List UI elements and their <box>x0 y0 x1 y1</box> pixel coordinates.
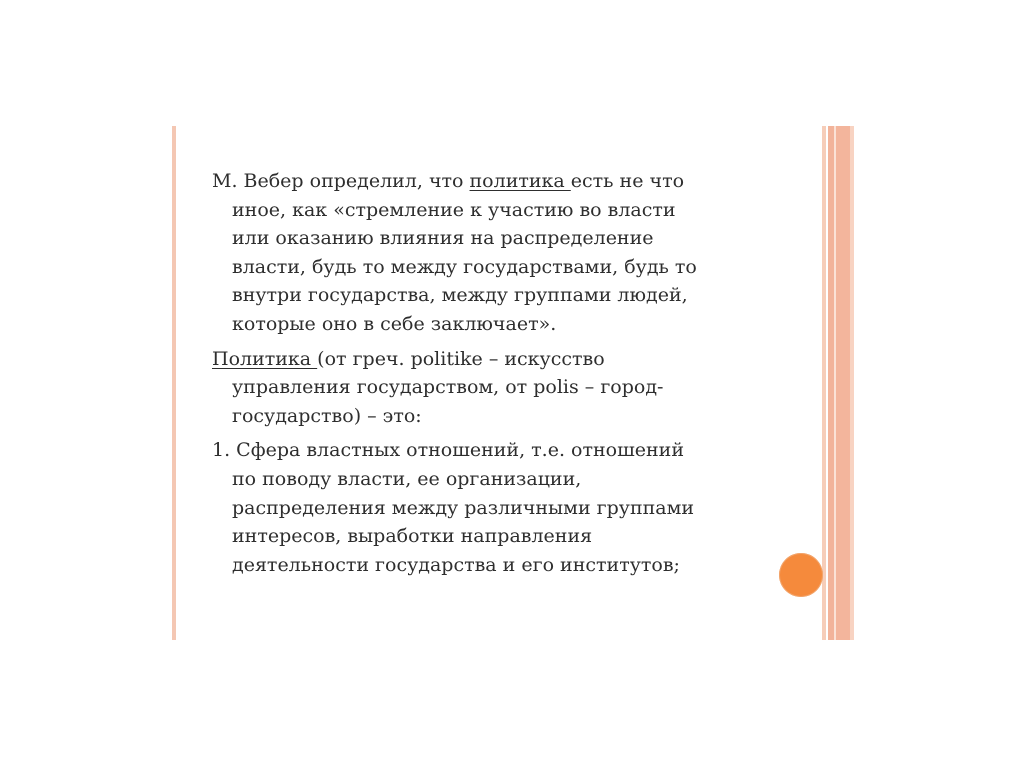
paragraph-list-item-1 <box>212 436 772 579</box>
slide-body-text <box>212 167 772 585</box>
underlined-term: политика <box>469 170 571 192</box>
text-line: или оказанию влияния на распределение <box>232 227 654 250</box>
text-line: власти, будь то между государствами, будь то <box>232 255 697 278</box>
text-line: по поводу власти, ее организации, <box>232 467 582 490</box>
text-line: управления государством, от polis – город- <box>232 376 664 399</box>
text-line <box>212 167 772 196</box>
text-line: которые оно в себе заключает». <box>232 312 557 335</box>
paragraph-weber-definition <box>212 167 772 339</box>
text-line: интересов, выработки направления <box>232 525 593 548</box>
text-span: (от греч. politike – искусство <box>317 347 605 370</box>
decorative-circle <box>779 553 823 597</box>
paragraph-politics-etymology <box>212 345 772 431</box>
right-stripe <box>836 126 850 640</box>
left-border-line <box>172 126 176 640</box>
right-stripe <box>850 126 854 640</box>
text-line: 1. Сфера властных отношений, т.е. отношений <box>212 439 684 462</box>
text-line: иное, как «стремление к участию во власти <box>232 198 676 221</box>
text-line: внутри государства, между группами людей, <box>232 284 688 307</box>
text-span: М. Вебер определил, что <box>212 170 470 192</box>
right-stripe <box>822 126 826 640</box>
underlined-term: Политика <box>212 347 318 370</box>
text-span: есть не что <box>570 170 685 192</box>
text-line <box>212 345 772 374</box>
text-line: государство) – это: <box>232 404 422 427</box>
text-line: распределения между различными группами <box>232 496 695 519</box>
text-line: деятельности государства и его институтов; <box>232 553 680 576</box>
